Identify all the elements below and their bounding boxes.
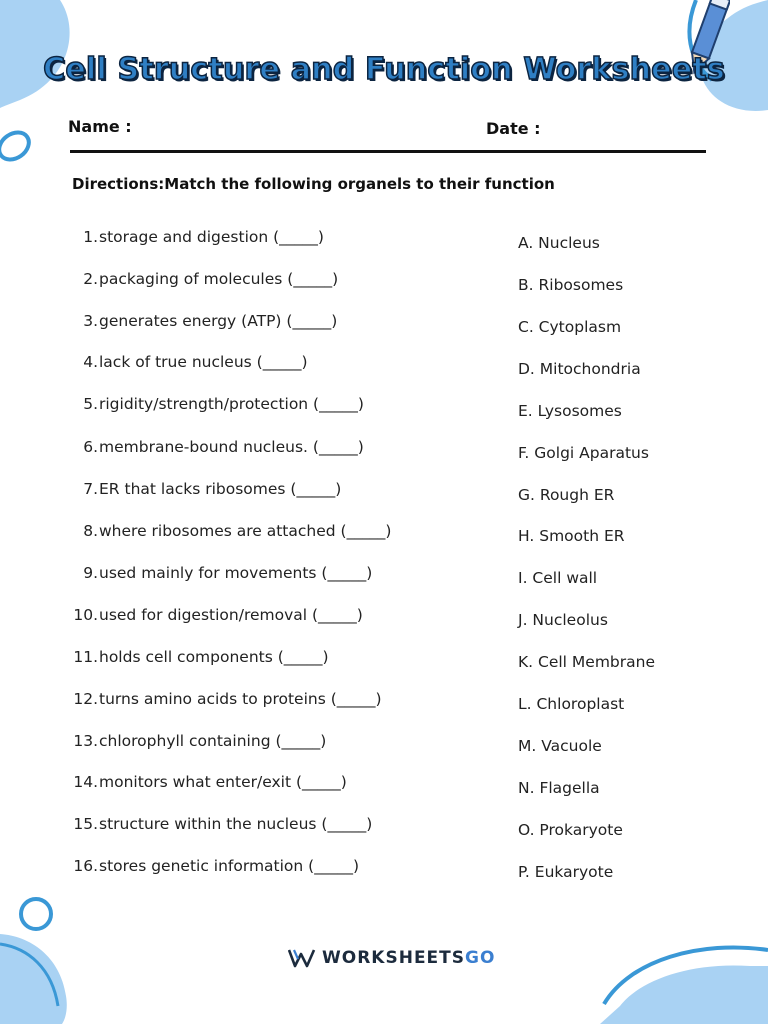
question-text: turns amino acids to proteins (_____) bbox=[99, 690, 382, 708]
question-number: 2. bbox=[83, 270, 98, 288]
question-item bbox=[40, 438, 480, 462]
question-number: 7. bbox=[83, 480, 98, 498]
answer-item: M. Vacuole bbox=[518, 737, 602, 755]
question-item bbox=[40, 228, 480, 252]
question-number: 9. bbox=[83, 564, 98, 582]
question-item bbox=[40, 815, 480, 839]
question-item bbox=[40, 773, 480, 797]
question-number: 11. bbox=[73, 648, 98, 666]
question-text: storage and digestion (_____) bbox=[99, 228, 324, 246]
question-text: holds cell components (_____) bbox=[99, 648, 329, 666]
question-number: 1. bbox=[83, 228, 98, 246]
left-ring-decoration bbox=[0, 122, 40, 172]
question-number: 15. bbox=[73, 815, 98, 833]
bottom-right-blob bbox=[600, 940, 768, 1024]
question-item bbox=[40, 732, 480, 756]
worksheetsgo-logo-icon bbox=[288, 948, 316, 968]
question-text: packaging of molecules (_____) bbox=[99, 270, 339, 288]
answer-item: O. Prokaryote bbox=[518, 821, 623, 839]
header-rule bbox=[70, 150, 706, 153]
answer-item: L. Chloroplast bbox=[518, 695, 625, 713]
bottom-left-rings bbox=[0, 896, 80, 1024]
name-label: Name : bbox=[68, 117, 132, 136]
question-number: 8. bbox=[83, 522, 98, 540]
question-text: generates energy (ATP) (_____) bbox=[99, 312, 338, 330]
question-item bbox=[40, 606, 480, 630]
answer-item: G. Rough ER bbox=[518, 486, 615, 504]
answer-item: C. Cytoplasm bbox=[518, 318, 622, 336]
question-item bbox=[40, 564, 480, 588]
answer-item: F. Golgi Aparatus bbox=[518, 444, 649, 462]
question-item bbox=[40, 353, 480, 377]
question-number: 14. bbox=[73, 773, 98, 791]
answer-item: N. Flagella bbox=[518, 779, 600, 797]
question-text: used mainly for movements (_____) bbox=[99, 564, 373, 582]
question-number: 12. bbox=[73, 690, 98, 708]
brand-part2: GO bbox=[465, 948, 496, 968]
question-text: lack of true nucleus (_____) bbox=[99, 353, 308, 371]
question-item bbox=[40, 312, 480, 336]
answer-item: E. Lysosomes bbox=[518, 402, 622, 420]
answer-item: P. Eukaryote bbox=[518, 863, 614, 881]
date-label: Date : bbox=[486, 119, 541, 138]
brand-part1: WORKSHEETS bbox=[322, 948, 466, 968]
question-item bbox=[40, 690, 480, 714]
question-item bbox=[40, 480, 480, 504]
question-item bbox=[40, 857, 480, 881]
question-text: chlorophyll containing (_____) bbox=[99, 732, 327, 750]
footer-brand bbox=[288, 946, 495, 970]
directions-text: Directions:Match the following organels to their function bbox=[72, 175, 555, 193]
answer-item: B. Ribosomes bbox=[518, 276, 624, 294]
question-text: ER that lacks ribosomes (_____) bbox=[99, 480, 342, 498]
question-number: 13. bbox=[73, 732, 98, 750]
question-text: membrane-bound nucleus. (_____) bbox=[99, 438, 364, 456]
question-text: rigidity/strength/protection (_____) bbox=[99, 395, 364, 413]
question-number: 5. bbox=[83, 395, 98, 413]
question-number: 6. bbox=[83, 438, 98, 456]
answer-item: K. Cell Membrane bbox=[518, 653, 655, 671]
answer-item: D. Mitochondria bbox=[518, 360, 641, 378]
answer-item: J. Nucleolus bbox=[518, 611, 608, 629]
question-item bbox=[40, 648, 480, 672]
question-text: where ribosomes are attached (_____) bbox=[99, 522, 392, 540]
brand-name bbox=[322, 948, 495, 968]
question-number: 3. bbox=[83, 312, 98, 330]
answer-item: I. Cell wall bbox=[518, 569, 598, 587]
worksheet-title: Cell Structure and Function Worksheets bbox=[43, 52, 725, 87]
answer-item: H. Smooth ER bbox=[518, 527, 625, 545]
answer-item: A. Nucleus bbox=[518, 234, 600, 252]
question-text: used for digestion/removal (_____) bbox=[99, 606, 363, 624]
question-item bbox=[40, 270, 480, 294]
question-number: 10. bbox=[73, 606, 98, 624]
question-number: 4. bbox=[83, 353, 98, 371]
question-item bbox=[40, 395, 480, 419]
question-text: monitors what enter/exit (_____) bbox=[99, 773, 347, 791]
question-text: stores genetic information (_____) bbox=[99, 857, 360, 875]
question-text: structure within the nucleus (_____) bbox=[99, 815, 373, 833]
question-number: 16. bbox=[73, 857, 98, 875]
question-item bbox=[40, 522, 480, 546]
